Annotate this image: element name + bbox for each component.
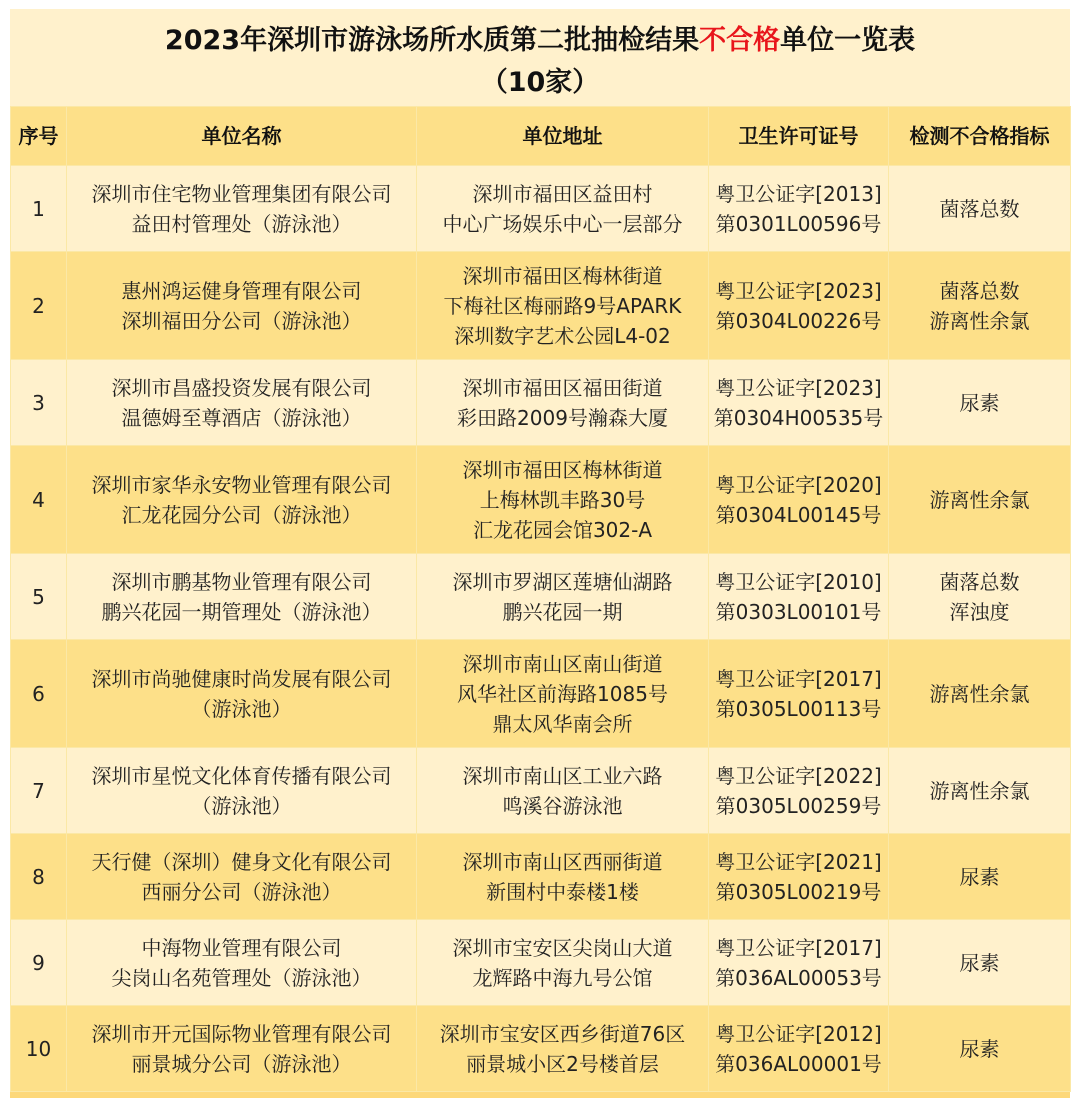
table-row	[11, 360, 1071, 446]
cell-no: 3	[11, 360, 67, 446]
header-no: 序号	[11, 107, 67, 166]
results-sheet	[10, 9, 1070, 1098]
table-row	[11, 748, 1071, 834]
cell-name: 深圳市尚驰健康时尚发展有限公司 （游泳池）	[67, 640, 417, 748]
cell-name: 深圳市住宅物业管理集团有限公司 益田村管理处（游泳池）	[67, 166, 417, 252]
cell-name: 深圳市开元国际物业管理有限公司 丽景城分公司（游泳池）	[67, 1006, 417, 1092]
cell-license: 粤卫公证字[2023] 第0304L00226号	[709, 252, 889, 360]
cell-license: 粤卫公证字[2022] 第0305L00259号	[709, 748, 889, 834]
cell-indicator: 尿素	[889, 1006, 1071, 1092]
title-prefix: 2023年深圳市游泳场所水质第二批抽检结果	[164, 25, 700, 56]
table-row	[11, 1006, 1071, 1092]
cell-address: 深圳市南山区工业六路 鸣溪谷游泳池	[417, 748, 709, 834]
table-row	[11, 920, 1071, 1006]
title-block	[10, 9, 1070, 106]
cell-name: 深圳市家华永安物业管理有限公司 汇龙花园分公司（游泳池）	[67, 446, 417, 554]
cell-address: 深圳市福田区梅林街道 下梅社区梅丽路9号APARK 深圳数字艺术公园L4-02	[417, 252, 709, 360]
cell-indicator: 尿素	[889, 920, 1071, 1006]
cell-name: 中海物业管理有限公司 尖岗山名苑管理处（游泳池）	[67, 920, 417, 1006]
cell-address: 深圳市福田区益田村 中心广场娱乐中心一层部分	[417, 166, 709, 252]
cell-indicator: 游离性余氯	[889, 446, 1071, 554]
cell-address: 深圳市南山区南山街道 风华社区前海路1085号 鼎太风华南会所	[417, 640, 709, 748]
header-name: 单位名称	[67, 107, 417, 166]
cell-indicator: 菌落总数 游离性余氯	[889, 252, 1071, 360]
table-row	[11, 252, 1071, 360]
cell-license: 粤卫公证字[2020] 第0304L00145号	[709, 446, 889, 554]
cell-no: 9	[11, 920, 67, 1006]
cell-name: 天行健（深圳）健身文化有限公司 西丽分公司（游泳池）	[67, 834, 417, 920]
cell-name: 深圳市昌盛投资发展有限公司 温德姆至尊酒店（游泳池）	[67, 360, 417, 446]
table-row	[11, 640, 1071, 748]
header-row	[11, 107, 1071, 166]
header-license: 卫生许可证号	[709, 107, 889, 166]
results-table	[10, 106, 1071, 1092]
title-line-2: （10家）	[480, 67, 600, 98]
cell-address: 深圳市福田区福田街道 彩田路2009号瀚森大厦	[417, 360, 709, 446]
cell-no: 10	[11, 1006, 67, 1092]
cell-address: 深圳市福田区梅林街道 上梅林凯丰路30号 汇龙花园会馆302-A	[417, 446, 709, 554]
cell-license: 粤卫公证字[2021] 第0305L00219号	[709, 834, 889, 920]
cell-indicator: 菌落总数	[889, 166, 1071, 252]
cell-name: 深圳市星悦文化体育传播有限公司 （游泳池）	[67, 748, 417, 834]
cell-address: 深圳市宝安区西乡街道76区 丽景城小区2号楼首层	[417, 1006, 709, 1092]
table-row	[11, 834, 1071, 920]
cell-license: 粤卫公证字[2010] 第0303L00101号	[709, 554, 889, 640]
cell-license: 粤卫公证字[2012] 第036AL00001号	[709, 1006, 889, 1092]
cell-license: 粤卫公证字[2017] 第036AL00053号	[709, 920, 889, 1006]
table-row	[11, 446, 1071, 554]
header-address: 单位地址	[417, 107, 709, 166]
cell-license: 粤卫公证字[2013] 第0301L00596号	[709, 166, 889, 252]
cell-indicator: 尿素	[889, 360, 1071, 446]
cell-license: 粤卫公证字[2017] 第0305L00113号	[709, 640, 889, 748]
cell-indicator: 尿素	[889, 834, 1071, 920]
cell-address: 深圳市南山区西丽街道 新围村中泰楼1楼	[417, 834, 709, 920]
cell-no: 7	[11, 748, 67, 834]
cell-no: 8	[11, 834, 67, 920]
cell-no: 2	[11, 252, 67, 360]
table-body	[11, 166, 1071, 1092]
cell-name: 深圳市鹏基物业管理有限公司 鹏兴花园一期管理处（游泳池）	[67, 554, 417, 640]
header-indicator: 检测不合格指标	[889, 107, 1071, 166]
cell-indicator: 游离性余氯	[889, 748, 1071, 834]
cell-no: 6	[11, 640, 67, 748]
table-row	[11, 554, 1071, 640]
cell-address: 深圳市罗湖区莲塘仙湖路 鹏兴花园一期	[417, 554, 709, 640]
cell-license: 粤卫公证字[2023] 第0304H00535号	[709, 360, 889, 446]
title-suffix: 单位一览表	[780, 25, 916, 56]
cell-name: 惠州鸿运健身管理有限公司 深圳福田分公司（游泳池）	[67, 252, 417, 360]
table-row	[11, 166, 1071, 252]
cell-address: 深圳市宝安区尖岗山大道 龙辉路中海九号公馆	[417, 920, 709, 1006]
cell-no: 1	[11, 166, 67, 252]
cell-no: 4	[11, 446, 67, 554]
cell-no: 5	[11, 554, 67, 640]
title-line-1	[10, 23, 1070, 59]
title-highlight: 不合格	[699, 25, 781, 56]
cell-indicator: 菌落总数 浑浊度	[889, 554, 1071, 640]
cell-indicator: 游离性余氯	[889, 640, 1071, 748]
